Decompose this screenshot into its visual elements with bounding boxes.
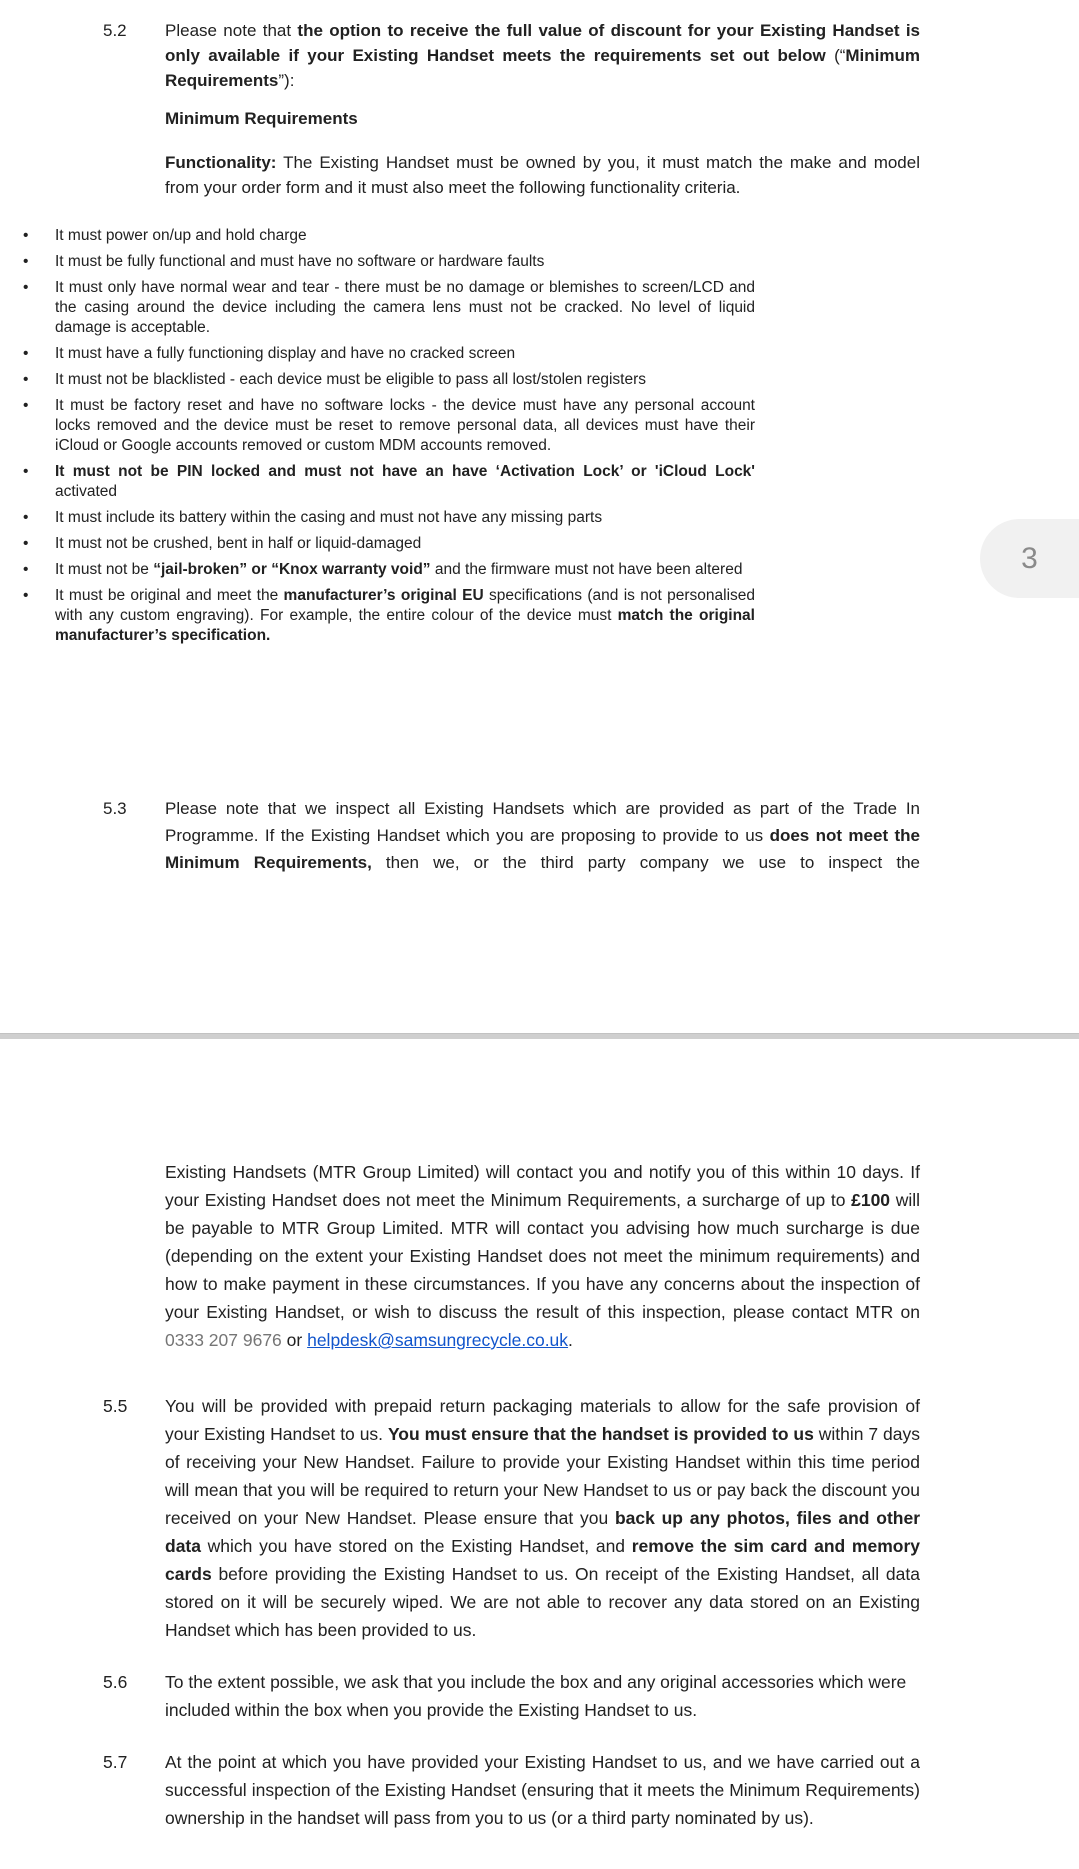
bullet-item bbox=[0, 370, 755, 390]
text-segment: It must power on/up and hold charge bbox=[55, 227, 307, 244]
bold-text-segment: Minimum Requirements bbox=[165, 46, 920, 90]
section-number: 5.6 bbox=[103, 1672, 128, 1692]
section-5-5 bbox=[0, 1392, 1079, 1644]
text-segment: which you have stored on the Existing Handset, and bbox=[200, 1536, 632, 1556]
text-segment: specifications (and is not personalised with any custom engraving). For example, the entire colour of the device must bbox=[55, 587, 755, 624]
text-segment: It must be factory reset and have no software locks - the device must have any personal account locks removed and the device must be reset to remove personal data, all devices must have their iCloud or Google accounts removed or custom MDM accounts removed. bbox=[55, 397, 755, 454]
section-5-6-body bbox=[165, 1668, 920, 1724]
bullet-item bbox=[0, 534, 755, 554]
text-segment: You will be provided with prepaid return packaging materials to allow for the safe provision of your Existing Handset to us. bbox=[165, 1396, 920, 1444]
section-number: 5.7 bbox=[103, 1752, 128, 1772]
section-5-2-body bbox=[165, 18, 920, 93]
page-number-badge[interactable] bbox=[980, 519, 1079, 598]
text-segment: then we, or the third party company we use to inspect the bbox=[371, 853, 921, 872]
bullet-item bbox=[0, 278, 755, 338]
bullet-item bbox=[0, 586, 755, 646]
bullet-item bbox=[0, 508, 755, 528]
section-number: 5.5 bbox=[103, 1396, 128, 1416]
section-5-3 bbox=[0, 795, 1079, 876]
bold-text-segment: “jail-broken” or “Knox warranty void” bbox=[153, 561, 431, 578]
text-segment: activated bbox=[55, 483, 118, 500]
section-5-7 bbox=[0, 1748, 1079, 1832]
text-segment: (“ bbox=[825, 46, 846, 65]
section-5-2 bbox=[0, 18, 1079, 93]
text-segment: To the extent possible, we ask that you include the box and any original accessories which were included within the box when you provide the Existing Handset to us. bbox=[165, 1672, 907, 1720]
text-segment: At the point at which you have provided your Existing Handset to us, and we have carried out a successful inspection of the Existing Handset (ensuring that it meets the Minimum Requirements) ownership in the handset will pass from you to us (or a third party nominated by us). bbox=[165, 1752, 920, 1828]
text-segment: It must not be bbox=[55, 561, 154, 578]
text-segment: The Existing Handset must be owned by you, it must match the make and model from your order form and it must also meet the following functionality criteria. bbox=[165, 153, 920, 197]
section-number: 5.3 bbox=[103, 799, 127, 818]
minimum-requirements-bullet-list bbox=[0, 226, 1079, 652]
bullet-item bbox=[0, 560, 755, 580]
text-segment: will be payable to MTR Group Limited. MTR will contact you advising how much surcharge is due (depending on the extent your Existing Handset does not meet the minimum requirements) and how to make payment in these circumstances. If you have any concerns about the inspection of your Existing Handset, or wish to discuss the result of this inspection, please contact MTR on bbox=[165, 1190, 920, 1322]
section-number: 5.2 bbox=[103, 21, 127, 40]
page-divider bbox=[0, 1033, 1079, 1039]
bold-text-segment: match the original manufacturer’s specification. bbox=[55, 607, 755, 644]
section-5-5-body bbox=[165, 1392, 920, 1644]
bold-text-segment: does not meet the Minimum Requirements, bbox=[165, 826, 920, 872]
minimum-requirements-heading: Minimum Requirements bbox=[165, 109, 358, 128]
bold-text-segment: remove the sim card and memory cards bbox=[165, 1536, 920, 1584]
text-segment: It must be original and meet the bbox=[55, 587, 284, 604]
text-segment: It must be fully functional and must have no software or hardware faults bbox=[55, 253, 545, 270]
text-segment: within 7 days of receiving your New Handset. Failure to provide your Existing Handset within this time period will mean that you will be required to return your New Handset to us or pay back the discount you received on your New Handset. Please ensure that you bbox=[165, 1424, 920, 1528]
section-5-3-body bbox=[165, 795, 920, 876]
bullet-item bbox=[0, 344, 755, 364]
text-segment: or bbox=[281, 1330, 308, 1350]
section-5-7-body bbox=[165, 1748, 920, 1832]
text-segment: It must include its battery within the casing and must not have any missing parts bbox=[55, 509, 603, 526]
functionality-paragraph bbox=[0, 150, 1079, 200]
bold-text-segment: It must not be PIN locked and must not have an have ‘Activation Lock’ or 'iCloud Lock' bbox=[55, 463, 755, 480]
text-segment: It must have a fully functioning display and have no cracked screen bbox=[55, 345, 516, 362]
text-segment: Please note that we inspect all Existing Handsets which are provided as part of the Trade In Programme. If the Existing Handset which you are proposing to provide to us bbox=[165, 799, 920, 845]
bullet-item bbox=[0, 252, 755, 272]
bold-text-segment: You must ensure that the handset is provided to us bbox=[387, 1424, 814, 1444]
bold-text-segment: Functionality: bbox=[165, 153, 277, 172]
bold-text-segment: the option to receive the full value of discount for your Existing Handset is only available if your Existing Handset meets the requirements set out below bbox=[165, 21, 920, 65]
email-link[interactable]: helpdesk@samsungrecycle.co.uk bbox=[307, 1330, 569, 1350]
bullet-item bbox=[0, 396, 755, 456]
page-number-label: 3 bbox=[1021, 541, 1038, 575]
text-segment: It must not be crushed, bent in half or liquid-damaged bbox=[55, 535, 422, 552]
bold-text-segment: £100 bbox=[851, 1190, 891, 1210]
phone-number: 0333 207 9676 bbox=[165, 1330, 282, 1350]
bold-text-segment: back up any photos, files and other data bbox=[165, 1508, 921, 1556]
text-segment: It must not be blacklisted - each device must be eligible to pass all lost/stolen registers bbox=[55, 371, 647, 388]
text-segment: and the firmware must not have been altered bbox=[430, 561, 743, 578]
bold-text-segment: manufacturer’s original EU bbox=[283, 587, 484, 604]
text-segment: ”): bbox=[278, 71, 295, 90]
text-segment: It must only have normal wear and tear - there must be no damage or blemishes to screen/LCD and the casing around the device including the camera lens must not be cracked. No level of liquid damage is acceptable. bbox=[55, 279, 755, 336]
bullet-item bbox=[0, 462, 755, 502]
text-segment: . bbox=[568, 1330, 573, 1350]
text-segment: Please note that bbox=[165, 21, 298, 40]
text-segment: Existing Handsets (MTR Group Limited) will contact you and notify you of this within 10 days. If your Existing Handset does not meet the Minimum Requirements, a surcharge of up to bbox=[165, 1162, 920, 1210]
section-5-4-continuation bbox=[0, 1158, 1079, 1354]
section-5-6 bbox=[0, 1668, 1079, 1724]
text-segment: before providing the Existing Handset to us. On receipt of the Existing Handset, all data stored on it will be securely wiped. We are not able to recover any data stored on an Existing Handset which has been provided to us. bbox=[165, 1564, 920, 1640]
bullet-item bbox=[0, 226, 755, 246]
